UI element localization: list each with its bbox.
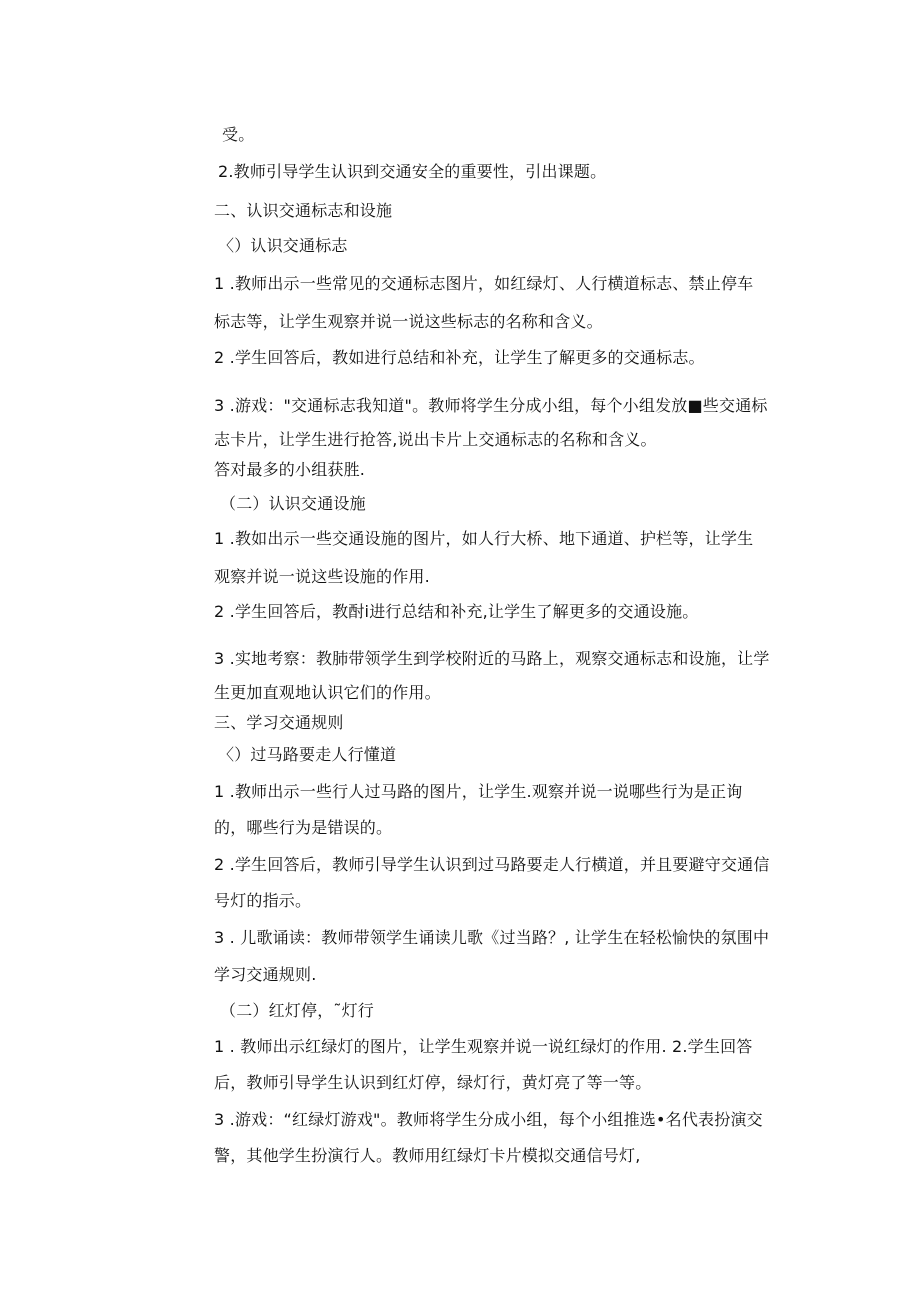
text-line: 的，哪些行为是错误的。 bbox=[214, 818, 393, 837]
text-line: 2.教师引导学生认识到交通安全的重要性，引出课题。 bbox=[218, 162, 607, 181]
text-line: 1 .教师出示一些常见的交通标志图片，如红绿灯、人行横道标志、禁止停车 bbox=[214, 274, 754, 293]
text-line: 2 .学生回答后，教酎i进行总结和补充,让学生了解更多的交通设施。 bbox=[214, 602, 699, 621]
text-line: 生更加直观地认识它们的作用。 bbox=[214, 683, 441, 702]
text-line: 观察并说一说这些设施的作用. bbox=[214, 567, 430, 586]
text-line: 受。 bbox=[222, 125, 255, 144]
text-line: 2 .学生回答后，教师引导学生认识到过马路要走人行横道，并且要避守交通信 bbox=[214, 855, 770, 874]
text-line: 1 . 教师出示红绿灯的图片，让学生观察并说一说红绿灯的作用. 2.学生回答 bbox=[214, 1037, 753, 1056]
text-line: 学习交通规则. bbox=[214, 965, 317, 984]
subsection-heading: 〈）认识交通标志 bbox=[218, 236, 348, 255]
text-line: 警，其他学生扮演行人。教师用红绿灯卡片模拟交通信号灯, bbox=[214, 1146, 641, 1165]
subsection-heading: （二）认识交通设施 bbox=[220, 494, 366, 513]
text-line: 1 .教如出示一些交通设施的图片，如人行大桥、地下通道、护栏等，让学生 bbox=[214, 529, 754, 548]
section-heading: 二、认识交通标志和设施 bbox=[214, 201, 393, 220]
text-line: 3 .实地考察：教肺带领学生到学校附近的马路上，观察交通标志和设施，让学 bbox=[214, 649, 770, 668]
subsection-heading: （二）红灯停，˜灯行 bbox=[220, 1001, 375, 1020]
section-heading: 三、学习交通规则 bbox=[214, 713, 344, 732]
text-line: 1 .教师出示一些行人过马路的图片，让学生.观察并说一说哪些行为是正询 bbox=[214, 782, 743, 801]
subsection-heading: 〈）过马路要走人行懂道 bbox=[218, 745, 397, 764]
text-line: 3 .游戏：“红绿灯游戏"。教师将学生分成小组，每个小组推选•名代表扮演交 bbox=[214, 1110, 763, 1129]
text-line: 3 .游戏："交通标志我知道"。教师将学生分成小组，每个小组发放■些交通标 bbox=[214, 396, 768, 415]
text-line: 标志等，让学生观察并说一说这些标志的名称和含义。 bbox=[214, 312, 603, 331]
text-line: 志卡片，让学生进行抢答,说出卡片上交通标志的名称和含义。 bbox=[214, 430, 657, 449]
text-line: 3 . 儿歌诵读：教师带领学生诵读儿歌《过当路？, 让学生在轻松愉快的氛围中 bbox=[214, 928, 770, 947]
text-line: 后，教师引导学生认识到红灯停，绿灯行，黄灯亮了等一等。 bbox=[214, 1073, 652, 1092]
text-line: 号灯的指示。 bbox=[214, 891, 312, 910]
text-line: 答对最多的小组获胜. bbox=[214, 460, 366, 479]
text-line: 2 .学生回答后，教如进行总结和补充，让学生了解更多的交通标志。 bbox=[214, 348, 705, 367]
